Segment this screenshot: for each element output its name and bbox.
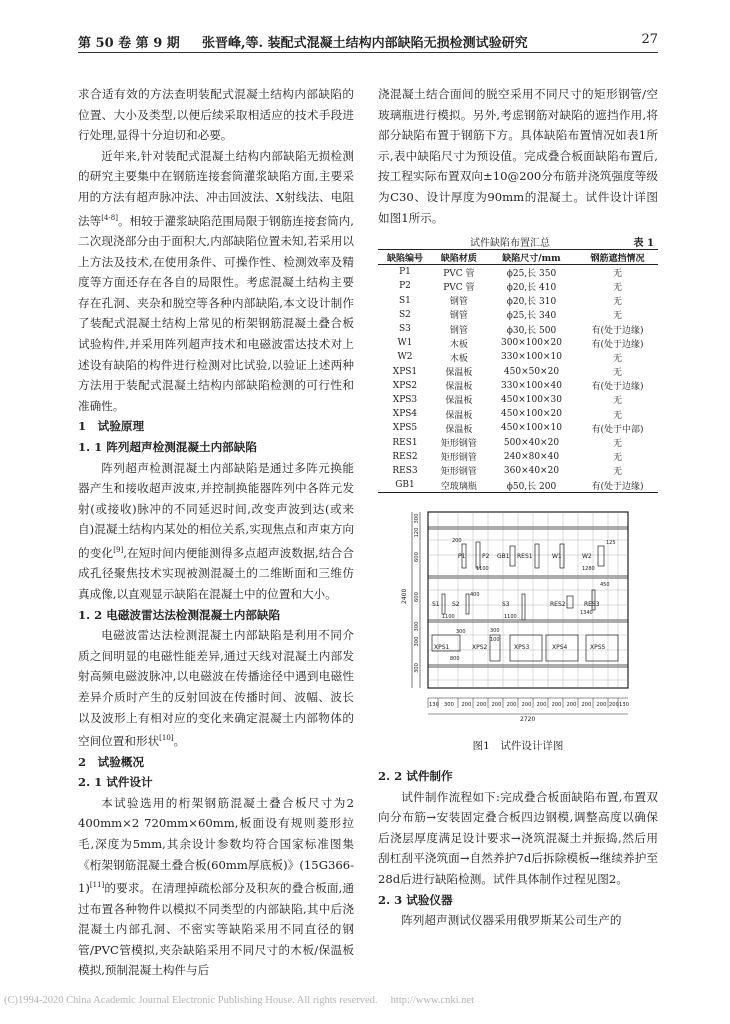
table-row: [378, 336, 658, 350]
subsection-heading: 2. 1 试件设计: [78, 775, 153, 790]
table-cell: W1: [397, 338, 413, 349]
table-row: [378, 478, 658, 493]
svg-text:XPS3: XPS3: [514, 644, 530, 651]
table-cell: 钢管: [449, 297, 468, 308]
figure-caption: 图1 试件设计详图: [472, 740, 564, 752]
table-cell: XPS1: [392, 366, 418, 377]
table-cell: 有(处于边缘): [591, 325, 644, 336]
table-cell: 有(处于边缘): [591, 481, 644, 492]
table-row: [378, 322, 658, 336]
svg-text:RES2: RES2: [550, 601, 566, 608]
subsection-heading: 1. 1 阵列超声检测混凝土内部缺陷: [78, 439, 257, 454]
table-cell: 矩形钢管: [440, 467, 477, 478]
svg-text:300: 300: [456, 629, 466, 635]
table-cell: 保温板: [445, 368, 473, 379]
bottom-dim-label: 130: [429, 702, 439, 708]
citation: [4-8]: [101, 213, 118, 222]
table-cell: 保温板: [445, 382, 473, 393]
table-cell: S2: [399, 309, 411, 320]
table-row: [378, 450, 658, 464]
subsection-heading: 1. 2 电磁波雷达法检测混凝土内部缺陷: [78, 607, 281, 622]
table-cell: ϕ50,长 200: [506, 481, 557, 492]
table-cell: 矩形钢管: [440, 453, 477, 464]
table-header-cell: 缺陷材质: [440, 253, 477, 264]
table-cell: S3: [399, 324, 411, 335]
table-cell: RES3: [392, 465, 418, 476]
table-cell: 无: [613, 282, 623, 293]
table-caption: [378, 232, 658, 248]
svg-text:1100: 1100: [442, 614, 455, 620]
table-row: [378, 350, 658, 364]
table-row: [378, 279, 658, 293]
running-header: [78, 28, 658, 50]
table-header-cell: 缺陷编号: [386, 253, 423, 264]
left-dim-label: 120: [414, 527, 420, 538]
table-cell: 330×100×10: [501, 352, 562, 363]
table-number: 表 1: [633, 238, 654, 249]
defect-W2: [598, 546, 604, 566]
table-cell: ϕ25,长 340: [506, 311, 557, 322]
paragraph: 电磁波雷达法检测混凝土内部缺陷是利用不同介质之间明显的电磁性能差异,通过天线对混凝土内部发射高频电磁波脉冲,以电磁波在传播途径中遇到电磁性差异介质时产生的反射回波在传播时间、波幅、波长以及波形上有相对应的变化来确定混凝土内部物体的空间位置和形状[10]。: [78, 628, 354, 748]
svg-text:RES1: RES1: [517, 553, 533, 560]
defect-GB1: [510, 546, 515, 566]
table-cell: 无: [613, 268, 623, 279]
table-header-cell: 钢筋遮挡情况: [590, 253, 645, 264]
svg-text:200: 200: [452, 538, 462, 544]
table-cell: 无: [613, 453, 623, 464]
table-cell: 无: [613, 467, 623, 478]
table-cell: 450×100×10: [501, 423, 562, 434]
volume-issue: 第 50 卷 第 9 期: [78, 36, 180, 51]
paragraph: 试件制作流程如下:完成叠合板面缺陷布置,布置双向分布筋→安装固定叠合板四边钢模,调整高度以确保后浇层厚度满足设计要求→浇筑混凝土并振捣,然后用刮杠刮平浇筑面→自然养护7d后拆除模板→继续养护至28d后进行缺陷检测。试件具体制作过程见图2。: [378, 789, 658, 886]
table-cell: 矩形钢管: [440, 439, 477, 450]
table-cell: XPS4: [392, 409, 418, 420]
specimen-design-figure: [392, 500, 654, 725]
table-row: [378, 435, 658, 449]
table-cell: 保温板: [445, 424, 473, 435]
table-cell: 450×100×30: [501, 394, 562, 405]
table-row: [378, 393, 658, 407]
table-cell: 360×40×20: [503, 465, 560, 476]
table-row: [378, 421, 658, 435]
defect-table: [378, 249, 658, 493]
table-cell: 240×80×40: [503, 451, 560, 462]
svg-text:W1: W1: [552, 553, 562, 560]
table-row: [378, 379, 658, 393]
table-cell: P2: [399, 281, 411, 292]
svg-text:1100: 1100: [504, 614, 517, 620]
subsection-heading: 2. 2 试件制作: [378, 769, 453, 783]
paragraph: 求合适有效的方法查明装配式混凝土结构内部缺陷的位置、大小及类型,以便后续采取相适应的技术手段进行处理,显得十分迫切和必要。: [78, 87, 354, 143]
svg-text:P1: P1: [458, 553, 466, 560]
paragraph: 浇混凝土结合面间的脱空采用不同尺寸的矩形钢管/空玻璃瓶进行模拟。另外,考虑钢筋对缺陷的遮挡作用,将部分缺陷布置于钢筋下方。具体缺陷布置情况如表1所示,表中缺陷尺寸为预设值。完成叠合板面缺陷布置后,按工程实际布置双向±10@200分布筋并浇筑强度等级为C30、设计厚度为90mm的混凝土。试件设计详图如图1所示。: [378, 87, 658, 225]
left-dim-label: 600: [414, 552, 420, 562]
table-header-cell: 缺陷尺寸/mm: [502, 253, 561, 264]
table-cell: 有(处于边缘): [591, 339, 644, 350]
table-cell: P1: [399, 267, 411, 278]
right-column-bottom: [378, 766, 658, 931]
table-cell: ϕ20,长 410: [506, 282, 557, 293]
citation: [9]: [113, 545, 124, 554]
svg-text:GB1: GB1: [497, 553, 510, 560]
table-cell: XPS3: [392, 394, 418, 405]
table-cell: RES1: [392, 437, 418, 448]
table-cell: 木板: [449, 339, 468, 350]
svg-text:1100: 1100: [476, 566, 489, 572]
svg-text:W2: W2: [582, 553, 592, 560]
bottom-dim-label: 200: [536, 702, 547, 708]
defect-S2: [466, 594, 469, 614]
bottom-dim-label: 200: [609, 702, 619, 708]
table-cell: 保温板: [445, 410, 473, 421]
table-cell: 无: [613, 353, 623, 364]
table-row: [378, 308, 658, 322]
copyright-footer: (C)1994-2020 China Academic Journal Electronic Publishing House. All rights reserved. http://www.cnki.net: [4, 995, 474, 1006]
svg-text:1280: 1280: [582, 566, 595, 572]
table-cell: ϕ30,长 500: [506, 325, 557, 336]
left-dim-label: 300: [414, 621, 420, 632]
table-cell: 有(处于边缘): [591, 382, 644, 393]
svg-text:S1: S1: [432, 601, 440, 608]
left-dim-label: 300: [414, 513, 420, 524]
table-cell: 450×50×20: [503, 366, 560, 377]
defect-S1: [442, 594, 445, 614]
section-heading: 2 试验概况: [78, 754, 145, 769]
table-row: [378, 464, 658, 478]
table-cell: ϕ25,长 350: [506, 268, 557, 279]
svg-text:100: 100: [490, 637, 500, 643]
citation: [11]: [89, 881, 105, 890]
table-row: [378, 294, 658, 308]
defect-RES1: [535, 544, 539, 568]
table-cell: S1: [399, 295, 411, 306]
table-cell: XPS2: [392, 380, 418, 391]
table-row: [378, 407, 658, 421]
bottom-dim-label: 200: [581, 702, 592, 708]
table-cell: 无: [613, 368, 623, 379]
svg-text:XPS2: XPS2: [472, 644, 488, 651]
bottom-dim-label: 200: [506, 702, 517, 708]
left-dim-label: 300: [414, 663, 420, 673]
table-cell: W2: [397, 352, 413, 363]
table-cell: RES2: [392, 451, 418, 462]
table-cell: 无: [613, 439, 623, 450]
svg-text:125: 125: [606, 540, 616, 546]
table-cell: GB1: [395, 480, 415, 491]
bottom-dim-label: 200: [551, 702, 562, 708]
table-cell: 木板: [449, 353, 468, 364]
svg-text:XPS1: XPS1: [434, 644, 450, 651]
right-column-top: [378, 84, 658, 228]
bottom-dim-label: 200: [521, 702, 532, 708]
table-cell: 300×100×20: [501, 338, 562, 349]
running-title: 张晋峰,等. 装配式混凝土结构内部缺陷无损检测试验研究: [202, 36, 528, 51]
defect-RES2: [567, 596, 573, 608]
left-column: [78, 84, 354, 981]
table-cell: 空玻璃瓶: [440, 481, 477, 492]
svg-text:RES3: RES3: [584, 601, 600, 608]
bottom-dim-label: 200: [461, 702, 472, 708]
page-number: 27: [641, 32, 658, 47]
table-cell: 保温板: [445, 396, 473, 407]
table-cell: 无: [613, 297, 623, 308]
total-width-dim: 2720: [520, 716, 536, 723]
table-cell: 钢管: [449, 325, 468, 336]
table-cell: 有(处于中部): [591, 424, 644, 435]
table-cell: 330×100×40: [501, 380, 562, 391]
svg-text:XPS4: XPS4: [552, 644, 568, 651]
svg-text:400: 400: [470, 592, 480, 598]
bottom-dim-label: 200: [566, 702, 577, 708]
table-cell: 钢管: [449, 311, 468, 322]
bottom-dim-label: 300: [444, 702, 454, 708]
svg-text:S2: S2: [452, 601, 460, 608]
defect-S3: [522, 594, 525, 620]
section-heading: 1 试验原理: [78, 419, 145, 434]
svg-text:S3: S3: [502, 601, 510, 608]
table-cell: 无: [613, 410, 623, 421]
svg-text:800: 800: [450, 656, 460, 662]
left-dim-label: 300: [414, 636, 420, 647]
svg-text:1340: 1340: [580, 610, 593, 616]
header-rule: [78, 52, 658, 53]
table-row: [378, 265, 658, 280]
bottom-dim-label: 200: [596, 702, 607, 708]
svg-text:P2: P2: [482, 553, 490, 560]
citation: [10]: [159, 734, 174, 743]
table-row: [378, 365, 658, 379]
subsection-heading: 2. 3 试验仪器: [378, 892, 453, 907]
total-height-dim: 2400: [401, 588, 408, 604]
paragraph: 阵列超声测试仪器采用俄罗斯某公司生产的: [401, 913, 622, 928]
paragraph: 近年来,针对装配式混凝土结构内部缺陷无损检测的研究主要集中在钢筋连接套筒灌浆缺陷方面,主要采用的方法有超声脉冲法、冲击回波法、X射线法、电阻法等[4-8]。相较于灌浆缺陷范围局限于钢筋连接套筒内,二次现浇部分由于面积大,内部缺陷位置未知,若采用以上方法及技术,在使用条件、可操作性、检测效率及精度等方面还存在各自的局限性。考虑混凝土结构主要存在孔洞、夹杂和脱空等各种内部缺陷,本文设计制作了装配式混凝土结构上常见的桁架钢筋混凝土叠合板试验构件,并采用阵列超声技术和电磁波雷达技术对上述设有缺陷的构件进行检测对比试验,以验证上述两种方法用于装配式混凝土结构内部缺陷检测的可行性和准确性。: [78, 148, 354, 413]
bottom-dim-label: 200: [476, 702, 487, 708]
table-cell: 无: [613, 311, 623, 322]
table-cell: XPS5: [392, 423, 418, 434]
table-title: 试件缺陷布置汇总: [470, 238, 550, 249]
left-dim-label: 600: [414, 592, 420, 602]
svg-text:XPS5: XPS5: [590, 644, 606, 651]
table-cell: PVC 管: [443, 282, 475, 293]
svg-text:300: 300: [490, 628, 500, 634]
table-cell: 450×100×20: [501, 409, 562, 420]
svg-text:450: 450: [600, 582, 610, 588]
table-cell: 500×40×20: [503, 437, 560, 448]
paragraph: 本试验选用的桁架钢筋混凝土叠合板尺寸为2 400mm×2 720mm×60mm,板面设有规则菱形拉毛,深度为5mm,其余设计参数均符合国家标准图集《桁架钢筋混凝土叠合板(60mm厚底板)》(15G366-1)[11]的要求。在清理掉疏松部分及积灰的叠合板面,通过布置各种物件以模拟不同类型的内部缺陷,其中后浇混凝土内部孔洞、不密实等缺陷采用不同直径的钢管/PVC管模拟,夹杂缺陷采用不同尺寸的木板/保温板模拟,预制混凝土构件与后: [78, 795, 354, 978]
table-cell: PVC 管: [443, 268, 475, 279]
paragraph: 阵列超声检测混凝土内部缺陷是通过多阵元换能器产生和接收超声波束,并控制换能器阵列中各阵元发射(或接收)脉冲的不同延迟时间,改变声波到达(或来自)混凝土结构内某处的相位关系,实现焦点和声束方向的变化[9],在短时间内便能测得多点超声波数据,结合合成孔径聚焦技术实现被测混凝土的二维断面和三维仿真成像,以直观显示缺陷在混凝土中的位置和大小。: [78, 460, 354, 601]
table-cell: ϕ20,长 310: [506, 297, 557, 308]
table-header-row: [378, 250, 658, 265]
table-cell: 无: [613, 396, 623, 407]
bottom-dim-label: 130: [619, 702, 629, 708]
bottom-dim-label: 200: [491, 702, 502, 708]
